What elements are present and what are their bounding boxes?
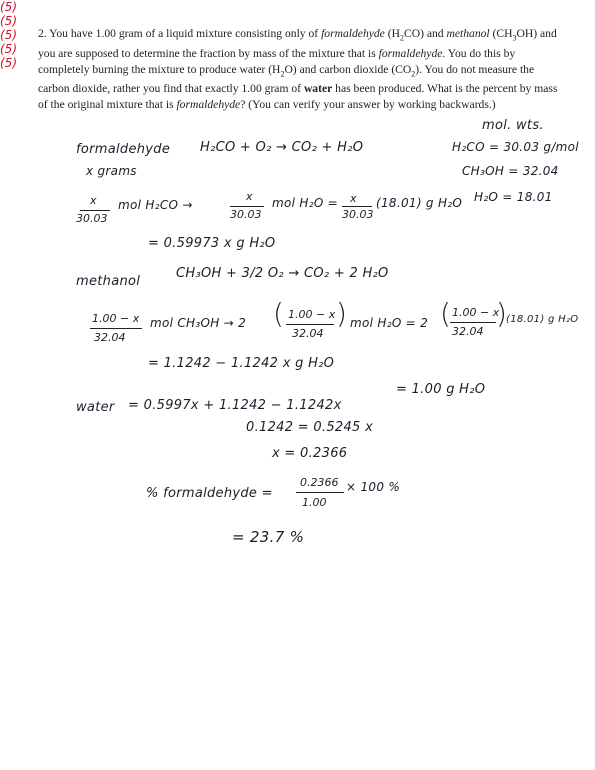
fraction-bar [296, 492, 344, 493]
frac-num: 1.00 − x [288, 308, 336, 321]
problem-text: OH) and you are supposed to determine the fraction by mass of the mixture that is [38, 27, 557, 60]
methanol-equation: CH₃OH + 3/2 O₂ → CO₂ + 2 H₂O [176, 266, 389, 281]
x-grams-label: x grams [86, 164, 137, 178]
frac-den: 1.00 [302, 496, 327, 509]
fraction-bar [230, 206, 264, 207]
mol-h2o-eq: mol H₂O = [272, 196, 339, 210]
frac-den: 30.03 [342, 208, 374, 221]
problem-text: . You do this by completely burning the mixture to produce water (H [38, 46, 516, 76]
water-sum-equation: = 0.5997x + 1.1242 − 1.1242x [128, 398, 342, 413]
problem-text: O) and carbon dioxide (CO [284, 62, 412, 76]
frac-num: 1.00 − x [452, 306, 500, 319]
fraction-bar [90, 328, 142, 329]
problem-text: formaldehyde [176, 98, 241, 111]
fraction-bar [450, 322, 496, 323]
problem-text: ). You do not measure the carbon dioxide, rather you find that exactly 1.00 gram of [38, 62, 535, 96]
score-mark: (5) [0, 28, 17, 42]
mol-h2o-eq: mol H₂O = 2 [350, 316, 429, 330]
score-mark: (5) [0, 0, 17, 14]
formaldehyde-equation: H₂CO + O₂ → CO₂ + H₂O [200, 140, 364, 155]
formaldehyde-water-mass: = 0.59973 x g H₂O [148, 236, 276, 251]
close-paren: ) [336, 297, 347, 330]
problem-text: water [303, 82, 333, 96]
x-result: x = 0.2366 [272, 446, 348, 461]
frac-num: x [350, 192, 357, 205]
frac-num: 0.2366 [300, 476, 339, 489]
score-mark: (5) [0, 56, 17, 70]
problem-text: 2 [411, 68, 416, 78]
frac-den: 32.04 [452, 325, 484, 338]
score-mark: (5) [0, 14, 17, 28]
frac-num: x [246, 190, 253, 203]
problem-text: formaldehyde [378, 46, 443, 60]
fraction-bar [342, 206, 372, 207]
methanol-label: methanol [76, 274, 141, 289]
mw-water: H₂O = 18.01 [474, 190, 553, 204]
frac-den: 32.04 [94, 331, 126, 344]
score-mark: (5) [0, 42, 17, 56]
final-answer: = 23.7 % [232, 528, 305, 546]
frac-den: 30.03 [230, 208, 262, 221]
percent-tail: × 100 % [346, 480, 401, 494]
percent-formaldehyde-label: % formaldehyde = [146, 486, 273, 501]
mass-h2o-tail: (18.01) g H₂O [506, 314, 579, 325]
problem-text: has been produced. What is the percent by mass of the original mixture that is [38, 82, 558, 111]
open-paren: ( [273, 297, 284, 330]
problem-text: You have 1.00 gram of a liquid mixture consisting only of [46, 27, 322, 40]
fraction-bar [286, 324, 334, 325]
frac-num: 1.00 − x [92, 312, 140, 325]
solve-step: 0.1242 = 0.5245 x [246, 420, 374, 435]
mw-formaldehyde: H₂CO = 30.03 g/mol [452, 140, 579, 154]
frac-den: 32.04 [292, 327, 324, 340]
mol-wts-title: mol. wts. [482, 118, 544, 133]
problem-number: 2. [38, 27, 47, 40]
methanol-water-mass: = 1.1242 − 1.1242 x g H₂O [148, 356, 335, 371]
problem-text: (H [384, 27, 400, 40]
problem-text: 2 [280, 68, 285, 78]
close-paren: ) [496, 297, 507, 330]
problem-text: 2 [399, 33, 404, 43]
open-paren: ( [440, 297, 451, 330]
frac-num: x [90, 194, 97, 207]
problem-text: ? (You can verify your answer by working backwards.) [240, 98, 496, 111]
problem-text: (CH [489, 27, 513, 40]
formaldehyde-label: formaldehyde [76, 142, 171, 157]
frac-den: 30.03 [76, 212, 108, 225]
problem-text: methanol [446, 27, 490, 40]
mass-h2o-tail: (18.01) g H₂O [376, 196, 463, 210]
water-total: = 1.00 g H₂O [396, 382, 486, 397]
fraction-bar [80, 210, 110, 211]
problem-text: formaldehyde [321, 27, 385, 40]
problem-statement: 2. You have 1.00 gram of a liquid mixture consisting only of formaldehyde $(H_2CO)$ and methanol $(CH_3OH)$ and you are supposed to determine the fraction by mass of the mixture that is formaldehyde. You do this by completely burning the mixture to produce water $(H_2O)$ and carbon dioxide $(CO_2)$. You do not measure the carbon dioxide, rather you find that exactly 1.00 gram of water has been produced. What is the percent by mass of the original mixture that is formaldehyde? (You can verify your answer by working backwards.) [38, 27, 558, 111]
mw-methanol: CH₃OH = 32.04 [462, 164, 559, 178]
mol-h2co-arrow: mol H₂CO → [118, 198, 193, 212]
water-label: water [76, 400, 115, 415]
problem-text: CO) and [403, 27, 447, 40]
mol-ch3oh-arrow: mol CH₃OH → 2 [150, 316, 247, 330]
